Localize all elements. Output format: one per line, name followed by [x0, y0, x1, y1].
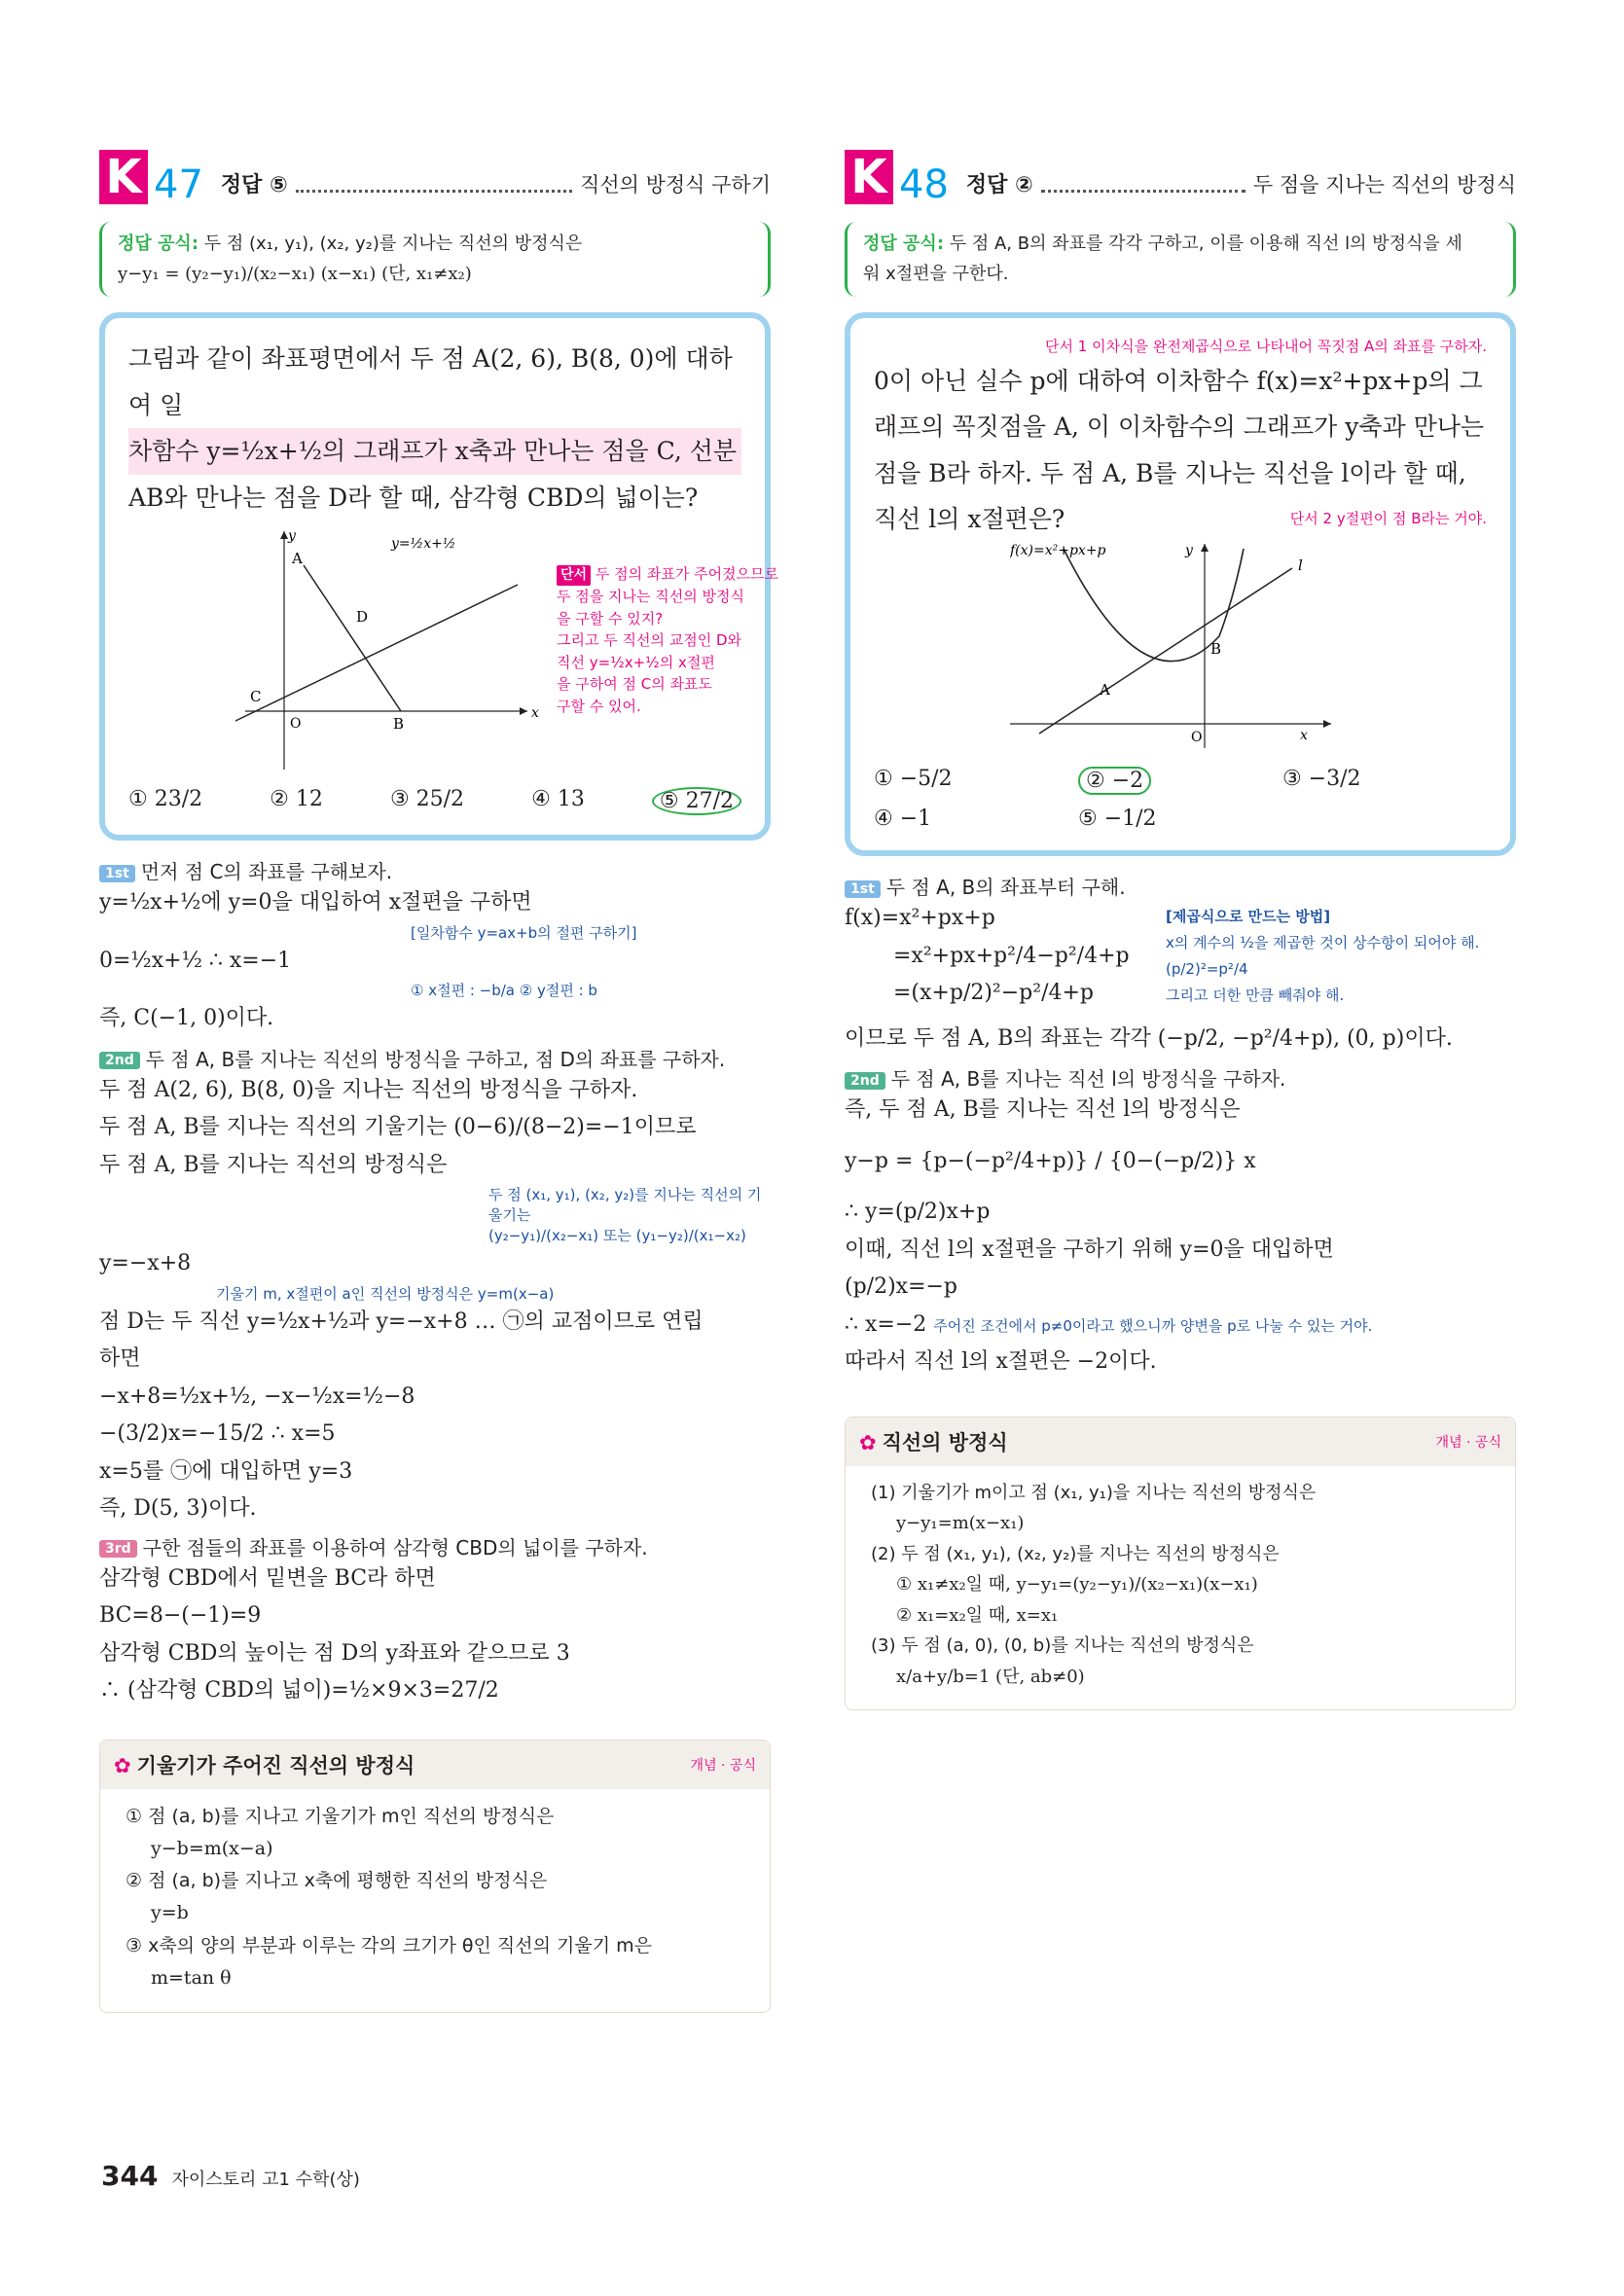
- flower-icon: ✿: [859, 1430, 877, 1454]
- step-tag: 2nd: [845, 1072, 885, 1090]
- concept-box: [99, 1740, 771, 2014]
- step-title: 두 점 A, B의 좌표부터 구해.: [885, 876, 1126, 900]
- solution-line: 이므로 두 점 A, B의 좌표는 각각 (−p/2, −p²/4+p), (0, p)이다.: [845, 1025, 1453, 1051]
- solution-line: 따라서 직선 l의 x절편은 −2이다.: [845, 1349, 1157, 1375]
- label-x: x: [1300, 728, 1308, 744]
- problem-text: 차함수 y=½x+½의 그래프가 x축과 만나는 점을 C, 선분: [128, 428, 741, 475]
- solution-line: 이때, 직선 l의 x절편을 구하기 위해 y=0을 대입하면: [845, 1237, 1334, 1262]
- step-tag: 3rd: [99, 1540, 137, 1558]
- step-2: [99, 1044, 771, 1072]
- concept-header: [100, 1740, 770, 1789]
- solution-line: 즉, C(−1, 0)이다.: [99, 1006, 274, 1031]
- hint-line: 구할 수 있어.: [557, 697, 641, 715]
- hint-tag: 단서: [557, 565, 591, 586]
- side-note: (p/2)²=p²/4: [1166, 960, 1248, 979]
- choice-4[interactable]: ④ 13: [531, 787, 585, 812]
- concept-formula: ② x₁=x₂일 때, x=x₁: [896, 1604, 1059, 1626]
- solution-line: 두 점 A, B를 지나는 직선의 기울기는 (0−6)/(8−2)=−1이므로: [99, 1115, 697, 1140]
- choice-1[interactable]: ① −5/2: [874, 767, 953, 792]
- choice-1[interactable]: ① 23/2: [128, 787, 203, 812]
- concept-formula: x/a+y/b=1 (단, ab≠0): [896, 1666, 1085, 1687]
- book-title: 자이스토리 고1 수학(상): [171, 2170, 360, 2190]
- solution-line: f(x)=x²+px+p: [845, 906, 995, 931]
- line-y-half-x: [235, 585, 518, 721]
- problem-number: 48: [899, 162, 949, 207]
- solution-line: 삼각형 CBD에서 밑변을 BC라 하면: [99, 1565, 436, 1591]
- solution-line: ∴ (삼각형 CBD의 넓이)=½×9×3=27/2: [99, 1678, 499, 1704]
- answer-label: 정답 ⑤: [220, 173, 288, 197]
- line-l: [1039, 568, 1292, 734]
- k-badge: K: [845, 150, 893, 204]
- solution-line: 0=½x+½ ∴ x=−1: [99, 948, 292, 973]
- choice-list: [128, 787, 741, 815]
- step-3: [99, 1532, 771, 1561]
- step-title: 먼저 점 C의 좌표를 구해보자.: [140, 860, 393, 884]
- side-note: [제곱식으로 만드는 방법]: [1166, 908, 1331, 926]
- problem-text: AB와 만나는 점을 D라 할 때, 삼각형 CBD의 넓이는?: [128, 483, 699, 512]
- choice-3[interactable]: ③ 25/2: [389, 787, 465, 812]
- label-b: B: [1210, 640, 1222, 659]
- hint-line: 그리고 두 직선의 교점인 D와: [557, 631, 742, 650]
- concept-formula: y=b: [151, 1902, 189, 1924]
- side-note: 기울기 m, x절편이 a인 직선의 방정식은 y=m(x−a): [216, 1284, 555, 1303]
- concept-formula: y−y₁=m(x−x₁): [896, 1513, 1025, 1534]
- section-title: 직선의 방정식 구하기: [580, 173, 771, 197]
- side-note: x의 계수의 ½을 제곱한 것이 상수항이 되어야 해.: [1166, 934, 1480, 952]
- concept-tag: 개념 · 공식: [1435, 1434, 1501, 1451]
- right-column: [845, 146, 1516, 1710]
- concept-header: [846, 1417, 1515, 1466]
- side-note: (y₂−y₁)/(x₂−x₁) 또는 (y₁−y₂)/(x₁−x₂): [488, 1227, 746, 1245]
- concept-formula: m=tan θ: [151, 1966, 232, 1989]
- step-tag: 1st: [845, 880, 881, 898]
- formula-equation: y−y₁ = (y₂−y₁)/(x₂−x₁) (x−x₁) (단, x₁≠x₂): [118, 263, 472, 284]
- step-1: [845, 872, 1516, 900]
- label-x: x: [531, 705, 539, 722]
- graph-figure: [1010, 539, 1360, 753]
- side-note: [일차함수 y=ax+b의 절편 구하기]: [411, 923, 637, 942]
- choice-list: [874, 767, 1487, 831]
- side-note: ① x절편 : −b/a ② y절편 : b: [411, 982, 597, 1000]
- hint-line: 을 구할 수 있지?: [557, 609, 664, 628]
- side-note: 그리고 더한 만큼 빼줘야 해.: [1166, 987, 1345, 1005]
- formula-tag: 정답 공식:: [118, 233, 199, 254]
- concept-formula: y−b=m(x−a): [151, 1837, 273, 1859]
- hint-1: 단서 1 이차식을 완전제곱식으로 나타내어 꼭짓점 A의 좌표를 구하자.: [1045, 338, 1487, 356]
- label-y: y: [288, 528, 296, 545]
- formula-tag: 정답 공식:: [863, 233, 945, 254]
- problem-text: 0이 아닌 실수 p에 대하여 이차함수 f(x)=x²+px+p의 그: [874, 366, 1483, 395]
- solution-line: y−p = {p−(−p²/4+p)} / {0−(−p/2)} x: [845, 1148, 1256, 1173]
- problem-text: 직선 l의 x절편은?: [874, 505, 1065, 534]
- choice-2[interactable]: ② 12: [270, 787, 323, 812]
- solution-line: −(3/2)x=−15/2 ∴ x=5: [99, 1421, 336, 1447]
- solution-line: x=5를 ㉠에 대입하면 y=3: [99, 1458, 353, 1484]
- formula-line: 두 점 A, B의 좌표를 각각 구하고, 이를 이용해 직선 l의 방정식을 세: [949, 233, 1462, 254]
- choice-3[interactable]: ③ −3/2: [1282, 767, 1361, 792]
- solution-line: 두 점 A, B를 지나는 직선의 방정식은: [99, 1152, 448, 1177]
- page-number: 344: [101, 2160, 159, 2192]
- choice-5-correct[interactable]: ⑤ 27/2: [652, 787, 741, 815]
- k-badge: K: [99, 150, 148, 204]
- concept-title: 직선의 방정식: [882, 1430, 1008, 1454]
- solution-line: =x²+px+p²/4−p²/4+p: [893, 943, 1130, 968]
- concept-item: (2) 두 점 (x₁, y₁), (x₂, y₂)를 지나는 직선의 방정식은: [871, 1543, 1280, 1564]
- problem-header-47: [99, 146, 771, 207]
- label-l: l: [1298, 556, 1303, 575]
- concept-item: ② 점 (a, b)를 지나고 x축에 평행한 직선의 방정식은: [126, 1870, 548, 1892]
- label-d: D: [356, 608, 369, 627]
- solution-line: 즉, 두 점 A, B를 지나는 직선 l의 방정식은: [845, 1097, 1241, 1123]
- segment-ab: [304, 565, 401, 711]
- hint-line: 을 구하여 점 C의 좌표도: [557, 675, 712, 694]
- solution-line: 즉, D(5, 3)이다.: [99, 1496, 257, 1522]
- hint-line: 직선 y=½x+½의 x절편: [557, 653, 715, 671]
- concept-tag: 개념 · 공식: [690, 1757, 756, 1774]
- hint-line: 두 점의 좌표가 주어졌으므로: [595, 565, 779, 584]
- answer-formula: [99, 222, 771, 297]
- label-b: B: [393, 715, 405, 734]
- solution-line: =(x+p/2)²−p²/4+p: [893, 981, 1095, 1006]
- solution-line: 점 D는 두 직선 y=½x+½과 y=−x+8 … ㉠의 교점이므로 연립: [99, 1309, 704, 1334]
- step-2: [845, 1063, 1516, 1092]
- side-note: 두 점 (x₁, y₁), (x₂, y₂)를 지나는 직선의 기울기는: [488, 1186, 762, 1225]
- problem-text: 그림과 같이 좌표평면에서 두 점 A(2, 6), B(8, 0)에 대하여 일: [128, 344, 733, 419]
- solution-line: 두 점 A(2, 6), B(8, 0)을 지나는 직선의 방정식을 구하자.: [99, 1077, 638, 1102]
- label-a: A: [292, 550, 303, 568]
- formula-line: 워 x절편을 구한다.: [863, 263, 1009, 284]
- problem-number: 47: [154, 162, 203, 207]
- page-footer: [101, 2160, 360, 2192]
- choice-2-correct[interactable]: ② −2: [1078, 767, 1151, 795]
- solution-line: ∴ x=−2: [845, 1311, 927, 1337]
- concept-item: ① 점 (a, b)를 지나고 기울기가 m인 직선의 방정식은: [126, 1805, 555, 1827]
- y-axis-arrow: [280, 531, 288, 539]
- step-title: 구한 점들의 좌표를 이용하여 삼각형 CBD의 넓이를 구하자.: [142, 1535, 648, 1560]
- dotted-leader: [1041, 190, 1245, 193]
- step-tag: 1st: [99, 865, 135, 882]
- x-axis-arrow: [1323, 720, 1331, 728]
- step-tag: 2nd: [99, 1052, 140, 1069]
- concept-box: [845, 1417, 1516, 1711]
- label-a: A: [1100, 681, 1110, 700]
- side-note: 주어진 조건에서 p≠0이라고 했으니까 양변을 p로 나눌 수 있는 거야.: [933, 1316, 1373, 1335]
- formula-line: 두 점 (x₁, y₁), (x₂, y₂)를 지나는 직선의 방정식은: [203, 233, 583, 254]
- problem-header-48: [845, 146, 1516, 207]
- step-title: 두 점 A, B를 지나는 직선의 방정식을 구하고, 점 D의 좌표를 구하자.: [145, 1047, 726, 1071]
- dotted-leader: [296, 190, 572, 193]
- answer-label: 정답 ②: [965, 173, 1033, 197]
- step-1: [99, 856, 771, 884]
- left-column: [99, 146, 779, 2013]
- answer-formula: [845, 222, 1516, 297]
- hint-2: 단서 2 y절편이 점 B라는 거야.: [1289, 509, 1487, 527]
- concept-title: 기울기가 주어진 직선의 방정식: [136, 1753, 415, 1777]
- section-title: 두 점을 지나는 직선의 방정식: [1252, 173, 1516, 197]
- label-y: y: [1185, 543, 1193, 559]
- solution-line: y=−x+8: [99, 1251, 192, 1276]
- solution-line: −x+8=½x+½, −x−½x=½−8: [99, 1383, 415, 1409]
- x-axis-arrow: [520, 707, 527, 715]
- solution-line: ∴ y=(p/2)x+p: [845, 1200, 991, 1225]
- choice-5[interactable]: ⑤ −1/2: [1078, 807, 1157, 832]
- solution-line: y=½x+½에 y=0을 대입하여 x절편을 구하면: [99, 890, 532, 915]
- label-c: C: [250, 688, 262, 706]
- label-origin: O: [1191, 730, 1203, 746]
- concept-item: (1) 기울기가 m이고 점 (x₁, y₁)을 지나는 직선의 방정식은: [871, 1482, 1317, 1503]
- graph-equation: y=½x+½: [391, 536, 456, 553]
- choice-4[interactable]: ④ −1: [874, 807, 932, 832]
- solution-line: BC=8−(−1)=9: [99, 1603, 262, 1629]
- y-axis-arrow: [1201, 544, 1209, 552]
- concept-item: ③ x축의 양의 부분과 이루는 각의 크기가 θ인 직선의 기울기 m은: [126, 1934, 652, 1956]
- concept-formula: ① x₁≠x₂일 때, y−y₁=(y₂−y₁)/(x₂−x₁)(x−x₁): [896, 1574, 1258, 1596]
- problem-box: [99, 312, 779, 841]
- completing-square: [845, 900, 1516, 1013]
- problem-box: [845, 312, 1516, 856]
- concept-item: (3) 두 점 (a, 0), (0, b)를 지나는 직선의 방정식은: [871, 1635, 1254, 1657]
- hint-note: [557, 563, 800, 717]
- solution-line: 하면: [99, 1346, 141, 1372]
- problem-text: 래프의 꼭짓점을 A, 이 이차함수의 그래프가 y축과 만나는: [874, 413, 1485, 442]
- figure-area: [128, 526, 779, 779]
- solution-line: 삼각형 CBD의 높이는 점 D의 y좌표와 같으므로 3: [99, 1640, 570, 1666]
- flower-icon: ✿: [114, 1753, 131, 1777]
- graph-equation: f(x)=x²+px+p: [1010, 543, 1106, 559]
- problem-text: 점을 B라 하자. 두 점 A, B를 지나는 직선을 l이라 할 때,: [874, 458, 1466, 487]
- step-title: 두 점 A, B를 지나는 직선 l의 방정식을 구하자.: [890, 1067, 1286, 1092]
- hint-line: 두 점을 지나는 직선의 방정식: [557, 588, 744, 606]
- solution-line: (p/2)x=−p: [845, 1274, 958, 1300]
- label-origin: O: [290, 716, 302, 733]
